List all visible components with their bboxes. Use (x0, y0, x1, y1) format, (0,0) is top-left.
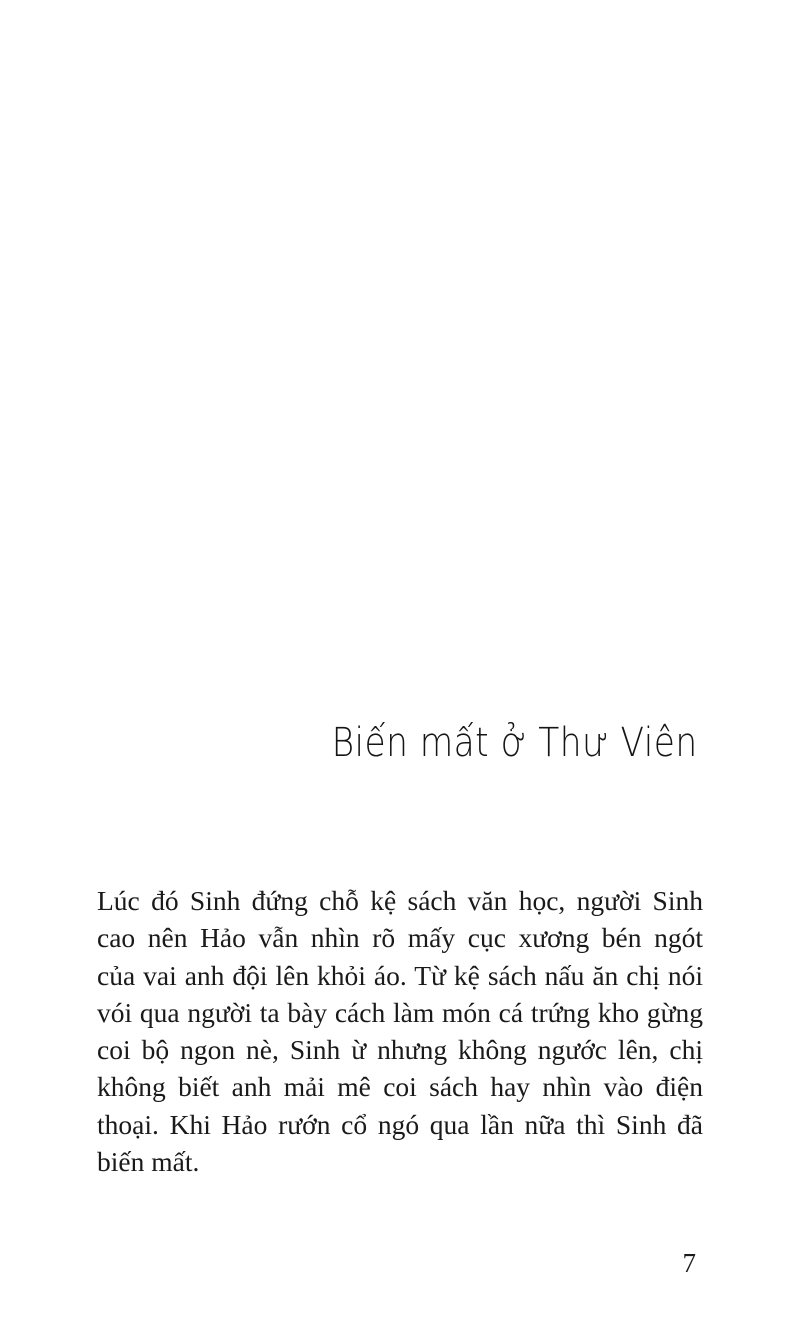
paragraph-line: Lúc đó Sinh đứng chỗ kệ sách văn học, người Sinh (97, 885, 703, 916)
paragraph-line: không biết anh mải mê coi sách hay nhìn vào điện (97, 1071, 703, 1103)
chapter-title: Biến mất ở Thư Viên (332, 720, 698, 766)
paragraph-line: cao nên Hảo vẫn nhìn rõ mấy cục xương bén ngót (97, 922, 703, 954)
page-number: 7 (682, 1248, 696, 1278)
paragraph-line: coi bộ ngon nè, Sinh ừ nhưng không ngước lên, chị (97, 1034, 703, 1066)
paragraph-line: vói qua người ta bày cách làm món cá trứng kho gừng (97, 996, 703, 1028)
body-paragraph (97, 882, 703, 1180)
paragraph-line: thoại. Khi Hảo rướn cổ ngó qua lần nữa thì Sinh đã (97, 1108, 703, 1140)
paragraph-line-last: biến mất. (97, 1146, 200, 1178)
paragraph-line: của vai anh đội lên khỏi áo. Từ kệ sách nấu ăn chị nói (97, 959, 703, 991)
